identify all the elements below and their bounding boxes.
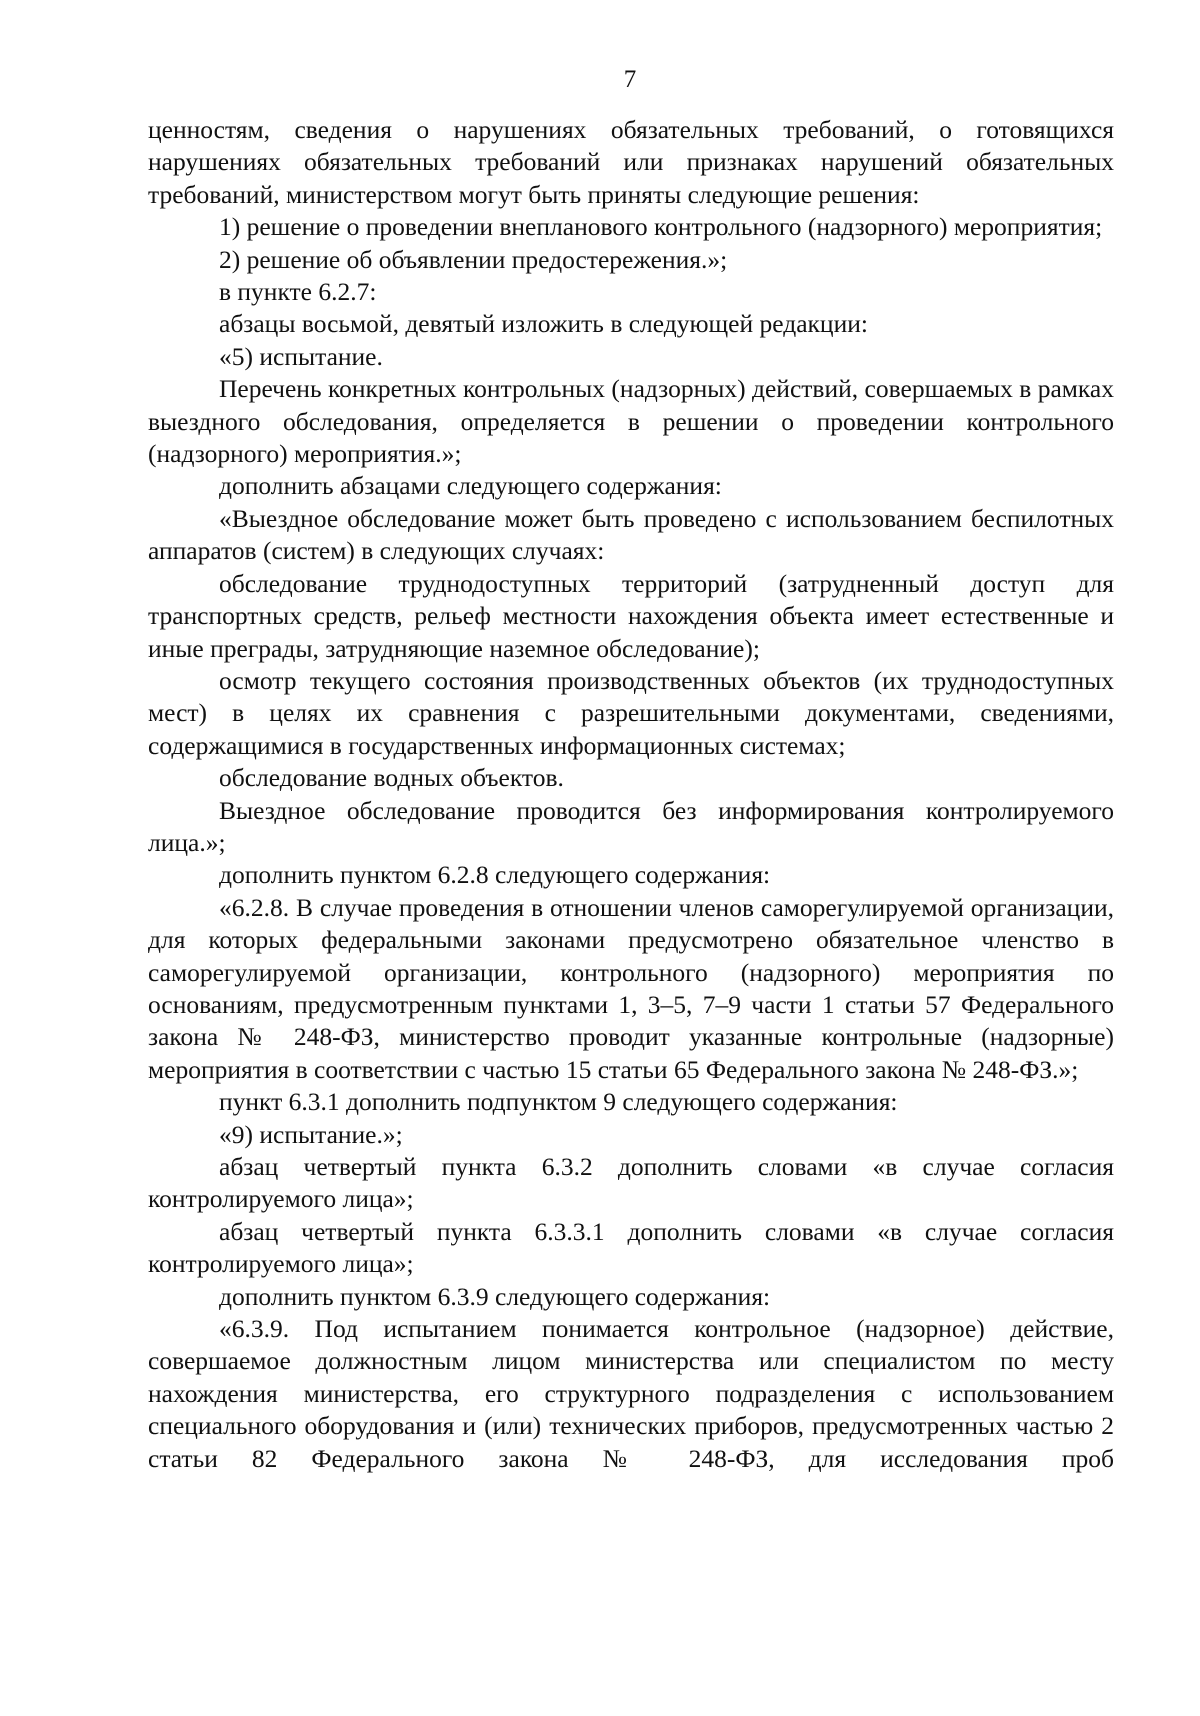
- paragraph: обследование водных объектов.: [219, 763, 564, 793]
- paragraph: осмотр текущего состояния производственных объектов (их труднодоступных мест) в целях их сравнения с разрешительными документами, сведениями, содержащимися в государственных информационных системах;: [148, 665, 1114, 760]
- paragraph: пункт 6.3.1 дополнить подпунктом 9 следующего содержания:: [219, 1087, 898, 1117]
- paragraph: дополнить пунктом 6.3.9 следующего содержания:: [219, 1281, 771, 1311]
- document-body: [148, 114, 1114, 1475]
- paragraph: «9) испытание.»;: [219, 1119, 403, 1149]
- paragraph: абзац четвертый пункта 6.3.2 дополнить словами «в случае согласия контролируемого лица»;: [148, 1152, 1114, 1214]
- paragraph: обследование труднодоступных территорий (затрудненный доступ для транспортных средств, рельеф местности нахождения объекта имеет естественные и иные преграды, затрудняющие наземное обследование);: [148, 568, 1114, 663]
- paragraph: «6.3.9. Под испытанием понимается контрольное (надзорное) действие, совершаемое должностным лицом министерства или специалистом по месту нахождения министерства, его структурного подразделения с использованием специального оборудования и (или) технических приборов, предусмотренных частью 2 статьи 82 Федерального закона № 248-ФЗ, для исследования проб: [148, 1314, 1114, 1473]
- page-number: 7: [623, 66, 637, 93]
- paragraph: абзац четвертый пункта 6.3.3.1 дополнить словами «в случае согласия контролируемого лица»;: [148, 1216, 1114, 1279]
- paragraph: Выездное обследование проводится без информирования контролируемого лица.»;: [148, 795, 1114, 857]
- paragraph: «5) испытание.: [219, 341, 383, 371]
- paragraph: дополнить пунктом 6.2.8 следующего содержания:: [219, 860, 771, 890]
- paragraph: Перечень конкретных контрольных (надзорных) действий, совершаемых в рамках выездного обследования, определяется в решении о проведении контрольного (надзорного) мероприятия.»;: [148, 374, 1114, 469]
- paragraph: ценностям, сведения о нарушениях обязательных требований, о готовящихся нарушениях обязательных требований или признаках нарушений обязательных требований, министерством могут быть приняты следующие решения:: [148, 115, 1114, 209]
- paragraph: абзацы восьмой, девятый изложить в следующей редакции:: [219, 309, 868, 339]
- paragraph: дополнить абзацами следующего содержания:: [219, 471, 722, 501]
- paragraph: 2) решение об объявлении предостережения.»;: [219, 244, 728, 274]
- paragraph: в пункте 6.2.7:: [219, 277, 377, 307]
- paragraph: «Выездное обследование может быть проведено с использованием беспилотных аппаратов (систем) в следующих случаях:: [148, 503, 1114, 566]
- paragraph: «6.2.8. В случае проведения в отношении членов саморегулируемой организации, для которых федеральными законами предусмотрено обязательное членство в саморегулируемой организации, контрольного (надзорного) мероприятия по основаниям, предусмотренным пунктами 1, 3–5, 7–9 части 1 статьи 57 Федерального закона № 248-ФЗ, министерство проводит указанные контрольные (надзорные) мероприятия в соответствии с частью 15 статьи 65 Федерального закона № 248-ФЗ.»;: [148, 892, 1114, 1084]
- paragraph: 1) решение о проведении внепланового контрольного (надзорного) мероприятия;: [219, 212, 1103, 242]
